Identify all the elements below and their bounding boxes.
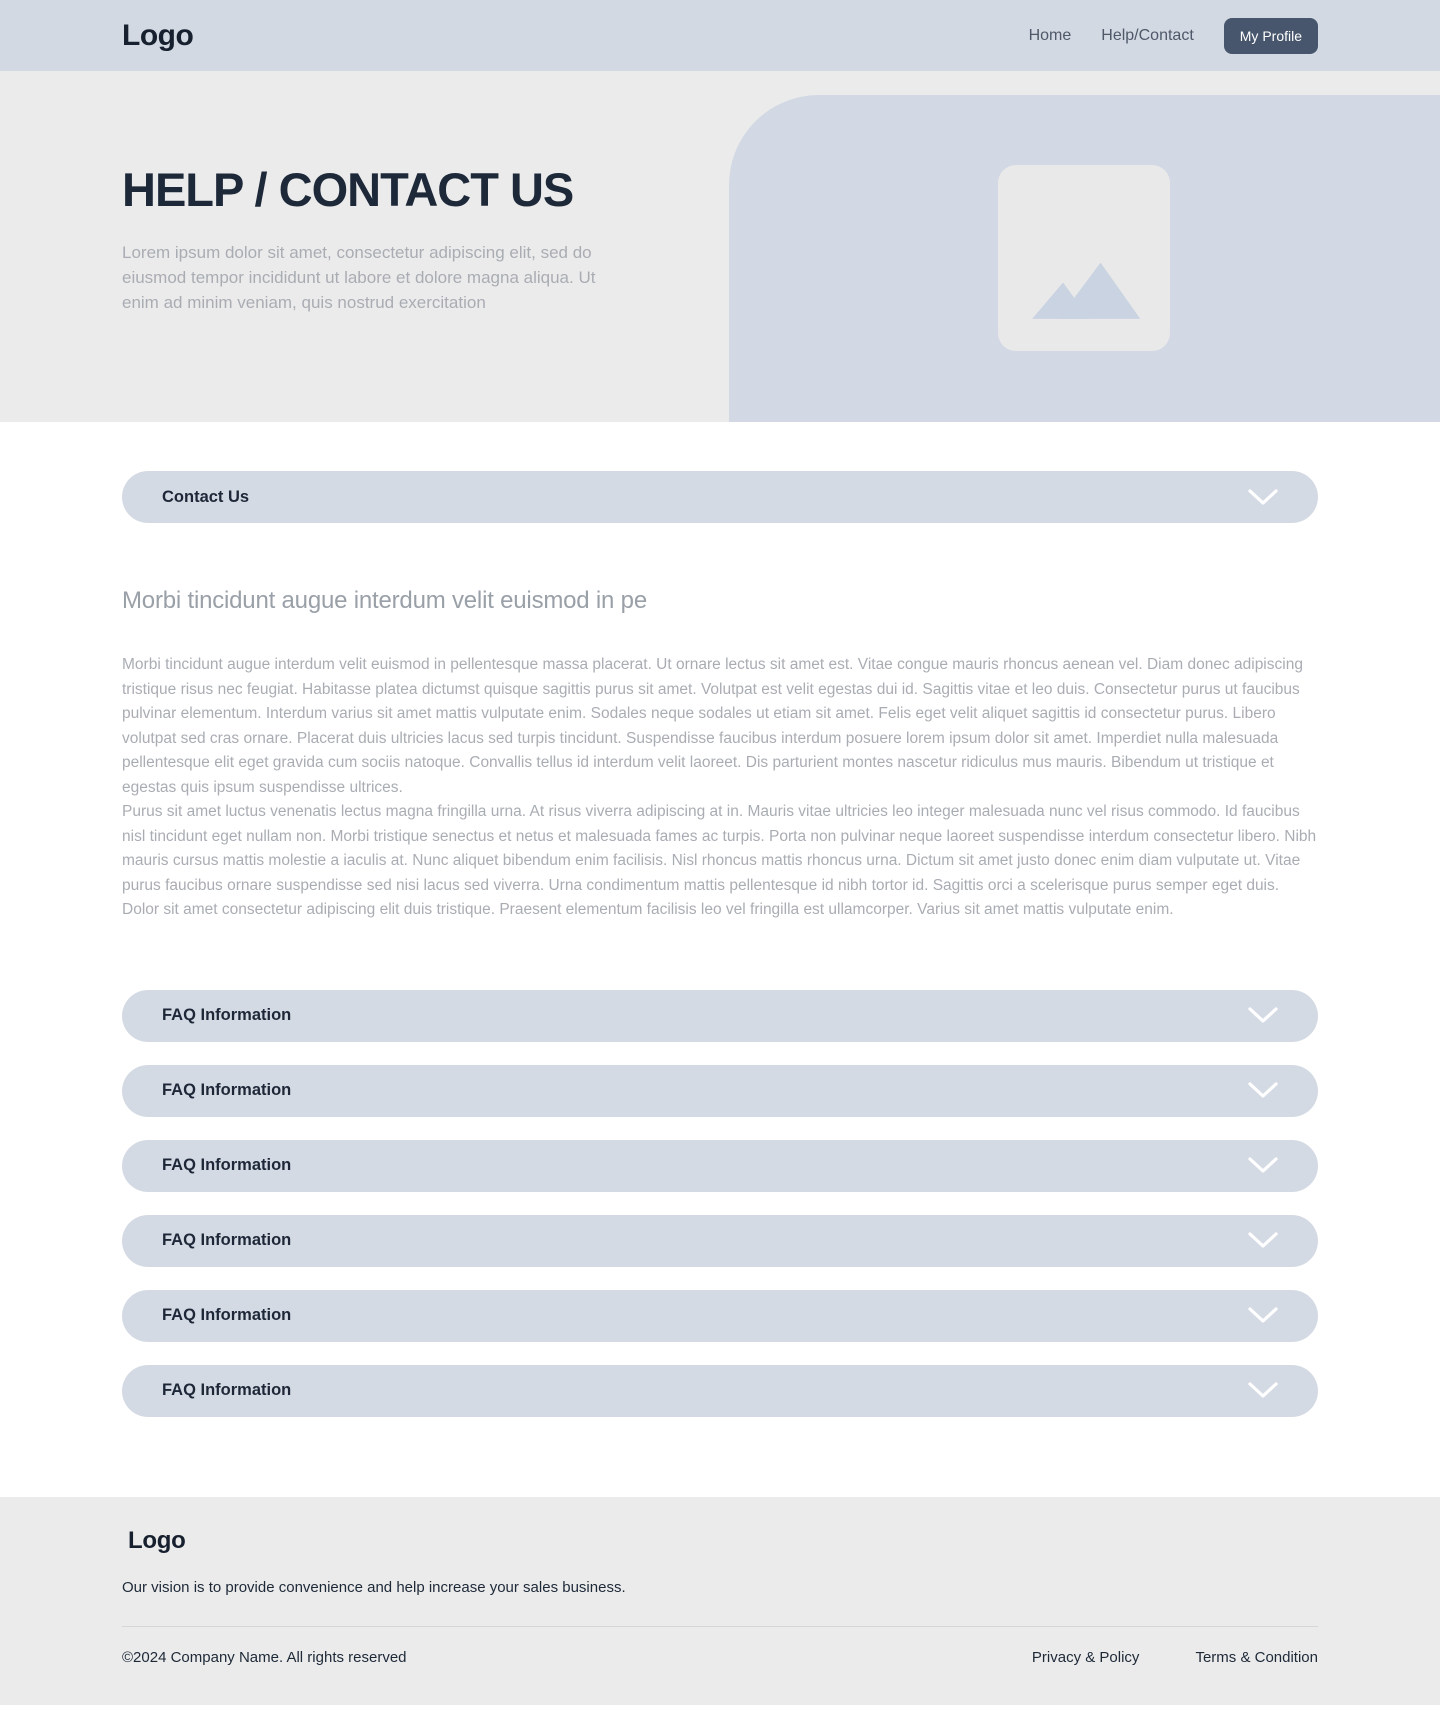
- section-heading: Morbi tincidunt augue interdum velit euismod in pe: [122, 587, 647, 614]
- faq-accordion-5[interactable]: [122, 1290, 1318, 1342]
- copyright-text: ©2024 Company Name. All rights reserved: [122, 1648, 407, 1666]
- footer-logo[interactable]: Logo: [128, 1526, 186, 1554]
- hero-description: Lorem ipsum dolor sit amet, consectetur adipiscing elit, sed do eiusmod tempor incididunt ut labore et dolore magna aliqua. Ut enim ad minim veniam, quis nostrud exercitation: [122, 243, 596, 313]
- accordion-label: FAQ Information: [162, 1231, 292, 1249]
- chevron-down-icon: [1248, 1157, 1278, 1174]
- faq-accordion-6[interactable]: [122, 1365, 1318, 1417]
- my-profile-button[interactable]: My Profile: [1224, 18, 1318, 54]
- chevron-down-icon: [1248, 1082, 1278, 1099]
- contact-us-accordion[interactable]: [122, 471, 1318, 523]
- accordion-label: Contact Us: [162, 487, 250, 506]
- nav-help-contact[interactable]: Help/Contact: [1101, 26, 1194, 44]
- chevron-down-icon: [1248, 1382, 1278, 1399]
- article-body: [122, 653, 1318, 923]
- faq-accordion-1[interactable]: [122, 990, 1318, 1042]
- header: [0, 0, 1440, 71]
- mountain-image-icon: [1022, 256, 1146, 325]
- main-nav: [1029, 18, 1318, 54]
- footer-links: [1032, 1649, 1318, 1666]
- faq-list: [122, 990, 1318, 1497]
- main-content: [0, 471, 1440, 1497]
- footer-vision-text: Our vision is to provide convenience and help increase your sales business.: [122, 1578, 626, 1596]
- body-paragraph: Purus sit amet luctus venenatis lectus magna fringilla urna. At risus viverra adipiscing at in. Mauris vitae ultricies leo integer malesuada nunc vel risus commodo. Id faucibus nisl tincidunt eget nullam non. Morbi tristique senectus et netus et malesuada fames ac turpis. Porta non pulvinar neque laoreet suspendisse interdum consectetur libero. Nibh mauris cursus mattis molestie a iaculis at. Nunc aliquet bibendum enim facilisis. Nisl rhoncus mattis rhoncus urna. Dictum sit amet justo donec enim diam vulputate ut. Vitae purus faucibus ornare suspendisse sed nisi lacus sed viverra. Urna condimentum mattis pellentesque id nibh tortor id. Sagittis orci a scelerisque purus semper eget duis. Dolor sit amet consectetur adipiscing elit duis tristique. Praesent elementum facilisis leo vel fringilla est ullamcorper. Varius sit amet mattis vulputate enim.: [122, 803, 1317, 918]
- nav-home[interactable]: Home: [1028, 26, 1072, 44]
- chevron-down-icon: [1248, 1307, 1278, 1324]
- faq-accordion-2[interactable]: [122, 1065, 1318, 1117]
- faq-accordion-3[interactable]: [122, 1140, 1318, 1192]
- faq-accordion-4[interactable]: [122, 1215, 1318, 1267]
- body-paragraph: Morbi tincidunt augue interdum velit euismod in pellentesque massa placerat. Ut ornare lectus sit amet est. Vitae congue mauris rhoncus aenean vel. Diam donec adipiscing tristique risus nec feugiat. Habitasse platea dictumst quisque sagittis purus sit amet. Volutpat est velit egestas dui id. Sagittis vitae et leo duis. Consectetur purus ut faucibus pulvinar elementum. Interdum varius sit amet mattis vulputate enim. Sodales neque sodales ut etiam sit amet. Felis eget velit aliquet sagittis id consectetur purus. Libero volutpat sed cras ornare. Placerat duis ultricies lacus sed turpis tincidunt. Suspendisse faucibus interdum posuere lorem ipsum dolor sit amet. Imperdiet nulla malesuada pellentesque elit eget gravida cum sociis natoque. Convallis tellus id interdum velit laoreet. Dis parturient montes nascetur ridiculus mus mauris. Bibendum ut tristique et egestas quis ipsum suspendisse ultrices.: [122, 656, 1303, 796]
- footer-divider: [122, 1626, 1318, 1627]
- hero-section: [0, 71, 1440, 422]
- privacy-policy-link[interactable]: Privacy & Policy: [1031, 1648, 1140, 1666]
- chevron-down-icon: [1248, 1007, 1278, 1024]
- chevron-down-icon: [1248, 489, 1278, 506]
- footer: [0, 1497, 1440, 1705]
- accordion-label: FAQ Information: [162, 1156, 292, 1174]
- hero-image-panel: [729, 95, 1440, 422]
- chevron-down-icon: [1248, 1232, 1278, 1249]
- accordion-label: FAQ Information: [162, 1081, 292, 1099]
- accordion-label: FAQ Information: [162, 1381, 292, 1399]
- accordion-label: FAQ Information: [162, 1306, 292, 1324]
- page-title: HELP / CONTACT US: [122, 163, 574, 216]
- terms-condition-link[interactable]: Terms & Condition: [1195, 1648, 1318, 1666]
- image-placeholder: [998, 165, 1170, 351]
- logo[interactable]: Logo: [122, 18, 194, 52]
- accordion-label: FAQ Information: [162, 1006, 292, 1024]
